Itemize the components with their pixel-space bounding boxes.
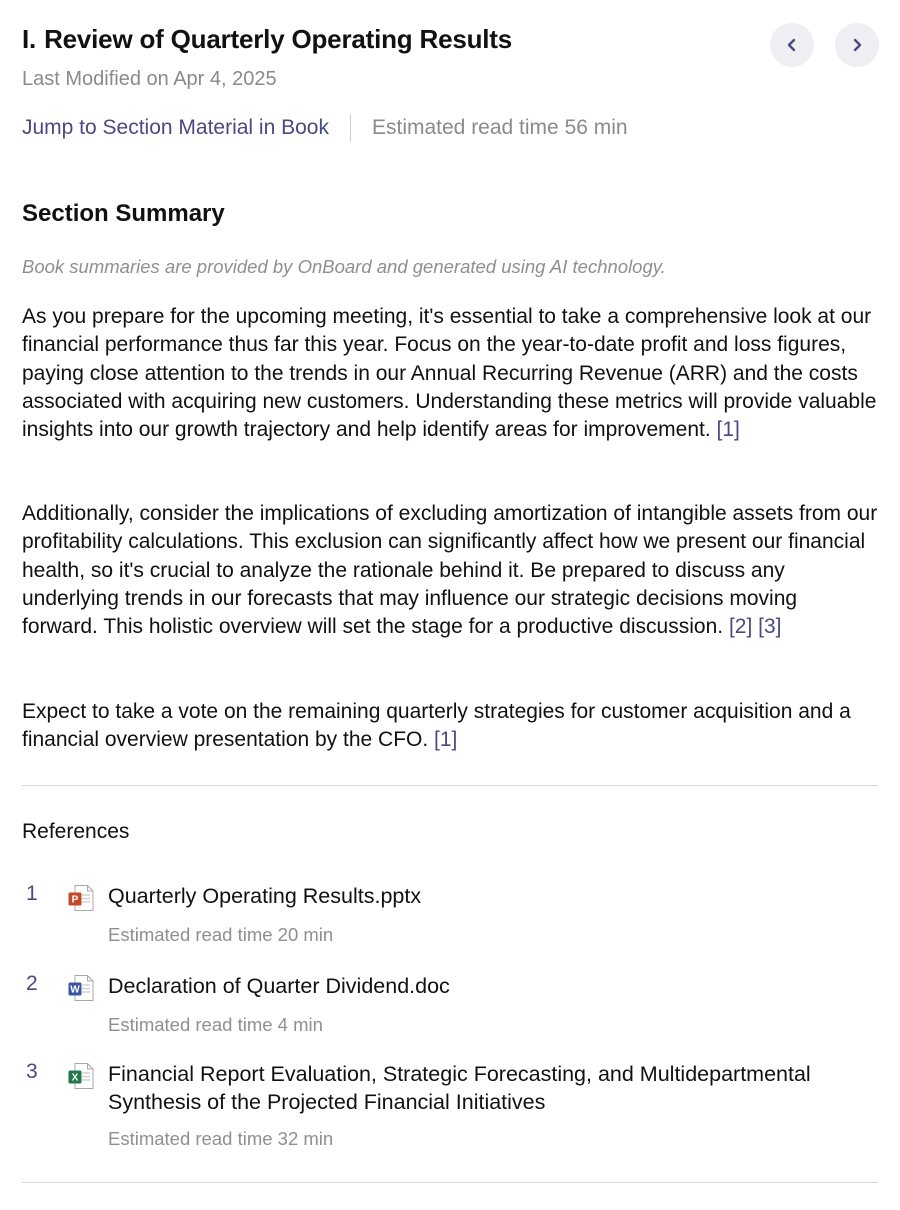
summary-paragraph — [22, 698, 878, 755]
summary-paragraph — [22, 500, 878, 641]
paragraph-text: As you prepare for the upcoming meeting, it's essential to take a comprehensive look at our financial performance thus far this year. Focus on the year-to-date profit and loss figures, paying close attention to the trends in our Annual Recurring Revenue (ARR) and the costs associated with acquiring new customers. Understanding these metrics will provide valuable insights into our growth trajectory and help identify areas for improvement. — [22, 305, 877, 442]
section-meta — [22, 114, 628, 142]
section-divider — [22, 1182, 878, 1183]
svg-text:P: P — [71, 894, 79, 906]
citation-link[interactable]: [1] — [434, 728, 458, 752]
section-divider — [22, 785, 878, 786]
excel-file-icon — [67, 1062, 95, 1090]
paragraph-text: Additionally, consider the implications of excluding amortization of intangible assets from our profitability calculations. This exclusion can significantly affect how we present our financial health, so it's crucial to analyze the rationale behind it. Be prepared to discuss any underlying trends in our forecasts that may influence our strategic decisions moving forward. This holistic overview will set the stage for a productive discussion. — [22, 502, 878, 639]
next-section-button[interactable] — [835, 23, 879, 67]
citation-link[interactable]: [2] — [728, 615, 753, 639]
reference-file-link[interactable]: Financial Report Evaluation, Strategic Forecasting, and Multidepartmental Synthesis of the Projected Financial Initiatives — [108, 1062, 811, 1115]
powerpoint-file-icon — [67, 884, 95, 912]
reference-index: 1 — [26, 882, 38, 905]
reference-file-link[interactable]: Declaration of Quarter Dividend.doc — [108, 974, 450, 998]
paragraph-text: Expect to take a vote on the remaining quarterly strategies for customer acquisition and a financial overview presentation by the CFO. — [22, 700, 851, 752]
word-file-icon — [67, 974, 95, 1002]
svg-text:X: X — [71, 1072, 79, 1084]
citation-link[interactable]: [1] — [716, 418, 740, 442]
reference-read-time: Estimated read time 32 min — [108, 1128, 334, 1149]
section-read-time: Estimated read time 56 min — [371, 116, 628, 139]
chevron-right-icon — [850, 38, 864, 52]
reference-index: 2 — [26, 972, 38, 995]
section-title: Review of Quarterly Operating Results — [44, 24, 513, 54]
reference-index: 3 — [26, 1060, 38, 1083]
reference-read-time: Estimated read time 4 min — [108, 1014, 323, 1035]
meta-divider — [350, 114, 351, 142]
chevron-left-icon — [785, 38, 799, 52]
citation-link[interactable]: [3] — [758, 615, 782, 639]
references-heading: References — [22, 820, 130, 843]
ai-disclaimer: Book summaries are provided by OnBoard and generated using AI technology. — [22, 256, 666, 277]
reference-read-time: Estimated read time 20 min — [108, 924, 334, 945]
section-number: I. — [22, 24, 37, 54]
page-title — [22, 24, 512, 55]
summary-paragraph — [22, 303, 878, 444]
summary-heading: Section Summary — [22, 200, 225, 227]
reference-file-link[interactable]: Quarterly Operating Results.pptx — [108, 884, 422, 908]
svg-text:W: W — [70, 984, 80, 996]
previous-section-button[interactable] — [770, 23, 814, 67]
jump-to-section-link[interactable]: Jump to Section Material in Book — [22, 116, 329, 139]
last-modified: Last Modified on Apr 4, 2025 — [22, 68, 277, 90]
